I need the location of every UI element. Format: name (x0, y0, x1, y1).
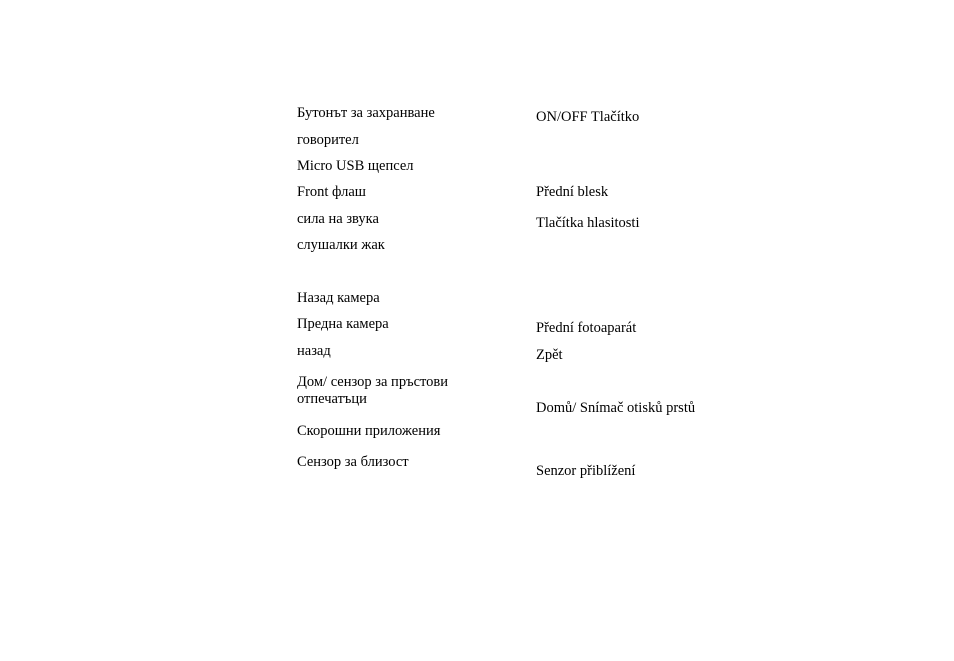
right-item-back: Zpět (536, 347, 563, 363)
left-item-recent-apps: Скорошни приложения (297, 423, 441, 439)
left-item-speaker: говорител (297, 132, 359, 148)
left-item-front-camera: Предна камера (297, 316, 389, 332)
left-item-back: назад (297, 343, 331, 359)
left-item-back-camera: Назад камера (297, 290, 380, 306)
left-item-micro-usb: Micro USB щепсел (297, 158, 414, 174)
right-item-front-flash: Přední blesk (536, 184, 609, 200)
right-item-volume-buttons: Tlačítka hlasitosti (536, 215, 640, 231)
right-item-home-fingerprint: Domů/ Snímač otisků prstů (536, 400, 696, 416)
left-item-front-flash: Front флаш (297, 184, 366, 200)
left-item-volume: сила на звука (297, 211, 379, 227)
left-item-home-fingerprint: Дом/ сензор за пръстови отпечатъци (297, 374, 449, 407)
right-item-proximity-sensor: Senzor přiblížení (536, 463, 636, 479)
left-item-headphone-jack: слушалки жак (297, 237, 385, 253)
right-item-front-camera: Přední fotoaparát (536, 320, 637, 336)
right-item-power-button: ON/OFF Tlačítko (536, 109, 640, 125)
left-item-proximity-sensor: Сензор за близост (297, 454, 409, 470)
left-item-power-button: Бутонът за захранване (297, 105, 435, 121)
